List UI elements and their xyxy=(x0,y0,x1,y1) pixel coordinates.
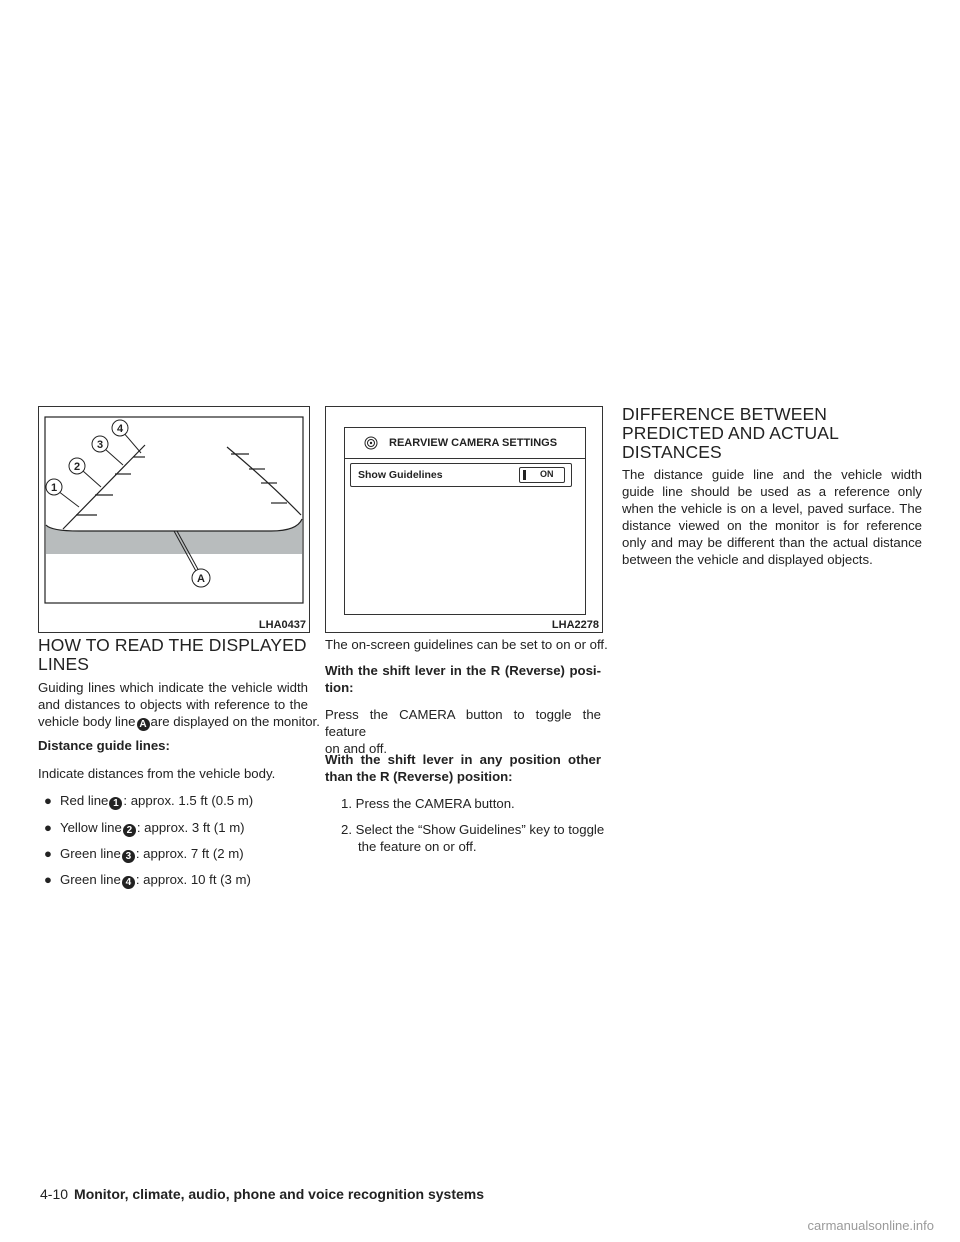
section-heading-how-to-read xyxy=(38,636,307,674)
figure-code: LHA0437 xyxy=(258,619,306,631)
text-line: only and may be different than the actual distance xyxy=(622,535,922,550)
gear-icon xyxy=(363,435,379,451)
bullet-prefix: Red line xyxy=(60,793,109,808)
settings-header xyxy=(345,434,585,454)
marker-2: 2 xyxy=(123,824,136,837)
text-line: tion: xyxy=(325,680,354,695)
step-2 xyxy=(341,821,605,855)
marker-1: 1 xyxy=(109,797,122,810)
camera-settings-figure xyxy=(325,406,603,633)
marker-3: 3 xyxy=(122,850,135,863)
text-line: between the vehicle and displayed objects. xyxy=(622,552,873,567)
callout-1: 1 xyxy=(50,482,58,494)
text-line: guide line should be used as a reference only xyxy=(622,484,922,499)
distance-intro: Indicate distances from the vehicle body. xyxy=(38,766,276,781)
bullet-green-line-3m xyxy=(44,871,251,889)
bullet-yellow-line xyxy=(44,819,245,837)
guiding-lines-paragraph xyxy=(38,679,320,731)
bullet-text: : approx. 10 ft (3 m) xyxy=(135,872,251,887)
distance-guide-lines-heading: Distance guide lines: xyxy=(38,738,170,753)
settings-title: REARVIEW CAMERA SETTINGS xyxy=(389,437,558,449)
show-guidelines-row[interactable] xyxy=(350,463,572,487)
marker-a: A xyxy=(137,718,150,731)
bullet-dot: ● xyxy=(44,846,52,861)
toggle-label: ON xyxy=(540,469,554,479)
text-line: the feature on or off. xyxy=(358,839,477,854)
guidelines-on-off-text: The on-screen guidelines can be set to on or off. xyxy=(325,637,608,652)
text-line: The distance guide line and the vehicle width xyxy=(622,467,922,482)
bullet-red-line xyxy=(44,792,253,810)
bullet-prefix: Green line xyxy=(60,846,121,861)
text-line: distance viewed on the monitor is for reference xyxy=(622,518,922,533)
difference-paragraph xyxy=(622,466,922,568)
text-line: when the vehicle is on a level, paved surface. The xyxy=(622,501,922,516)
bullet-prefix: Green line xyxy=(60,872,121,887)
other-position-heading xyxy=(325,751,601,785)
show-guidelines-label: Show Guidelines xyxy=(358,469,443,481)
section-heading-difference xyxy=(622,405,839,462)
bullet-dot: ● xyxy=(44,872,52,887)
callout-a: A xyxy=(197,573,205,585)
text-line: than the R (Reverse) position: xyxy=(325,769,513,784)
text-line: With the shift lever in any position other xyxy=(325,752,601,767)
guide-lines-diagram xyxy=(39,407,309,632)
reverse-position-heading xyxy=(325,662,601,696)
bullet-dot: ● xyxy=(44,793,52,808)
settings-divider xyxy=(345,458,585,459)
chapter-title: Monitor, climate, audio, phone and voice recognition systems xyxy=(74,1186,484,1202)
bullet-text: : approx. 7 ft (2 m) xyxy=(135,846,244,861)
step-1: 1. Press the CAMERA button. xyxy=(341,796,515,811)
callout-4: 4 xyxy=(116,423,124,435)
text-line: and distances to objects with reference to the xyxy=(38,697,308,712)
bullet-text: : approx. 1.5 ft (0.5 m) xyxy=(123,793,254,808)
bullet-dot: ● xyxy=(44,820,52,835)
heading-line: DISTANCES xyxy=(622,442,722,462)
guidelines-toggle[interactable] xyxy=(519,467,565,483)
page-footer xyxy=(40,1186,484,1202)
callout-3: 3 xyxy=(96,439,104,451)
watermark[interactable]: carmanualsonline.info xyxy=(807,1218,934,1233)
heading-line: LINES xyxy=(38,654,90,674)
text-fragment: vehicle body line xyxy=(38,714,136,729)
text-line: on and off. xyxy=(325,741,388,756)
bullet-green-line-2m xyxy=(44,845,244,863)
bullet-text: : approx. 3 ft (1 m) xyxy=(136,820,245,835)
text-fragment: are displayed on the monitor. xyxy=(150,714,320,729)
toggle-indicator xyxy=(523,470,526,480)
text-line: Press the CAMERA button to toggle the feature xyxy=(325,707,601,739)
bullet-prefix: Yellow line xyxy=(60,820,122,835)
heading-line: HOW TO READ THE DISPLAYED xyxy=(38,635,307,655)
marker-4: 4 xyxy=(122,876,135,889)
settings-screen xyxy=(344,427,586,615)
guide-lines-figure xyxy=(38,406,310,633)
text-line: 2. Select the “Show Guidelines” key to toggle xyxy=(341,822,605,837)
page-number: 4-10 xyxy=(40,1186,69,1202)
figure-code: LHA2278 xyxy=(551,619,599,631)
callout-2: 2 xyxy=(73,461,81,473)
heading-line: DIFFERENCE BETWEEN xyxy=(622,404,828,424)
text-line: With the shift lever in the R (Reverse) posi- xyxy=(325,663,601,678)
camera-button-paragraph xyxy=(325,706,601,757)
text-line xyxy=(38,713,320,731)
text-line: Guiding lines which indicate the vehicle width xyxy=(38,680,308,695)
heading-line: PREDICTED AND ACTUAL xyxy=(622,423,839,443)
